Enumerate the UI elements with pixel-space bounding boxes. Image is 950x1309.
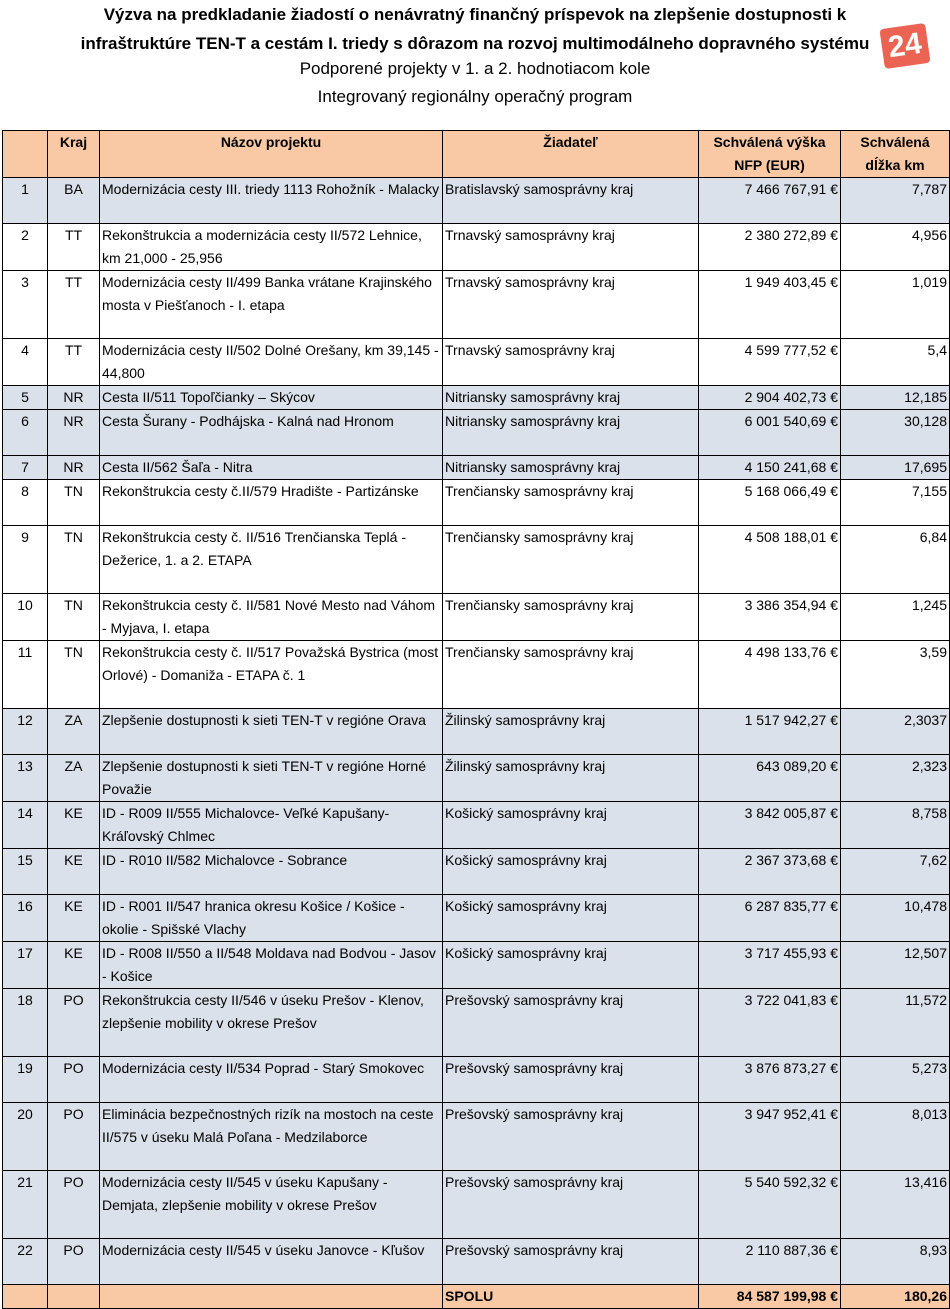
row-nazov: ID - R001 II/547 hranica okresu Košice / Košice - okolie - Spišské Vlachy (100, 895, 443, 942)
row-kraj: NR (48, 410, 100, 456)
row-ziadatel: Trnavský samosprávny kraj (443, 224, 699, 271)
total-label: SPOLU (443, 1285, 699, 1309)
row-nazov: ID - R009 II/555 Michalovce- Veľké Kapušany- Kráľovský Chlmec (100, 802, 443, 849)
total-empty-2 (48, 1285, 100, 1309)
table-row (3, 989, 950, 1057)
table-row (3, 895, 950, 942)
row-ziadatel: Žilinský samosprávny kraj (443, 755, 699, 802)
row-ziadatel: Nitriansky samosprávny kraj (443, 456, 699, 480)
row-kraj: TN (48, 480, 100, 526)
row-number: 10 (3, 594, 48, 641)
row-km: 5,4 (841, 339, 950, 386)
row-nfp: 7 466 767,91 € (699, 178, 841, 224)
total-empty-3 (100, 1285, 443, 1309)
row-number: 15 (3, 849, 48, 895)
row-ziadatel: Prešovský samosprávny kraj (443, 1103, 699, 1171)
row-km: 11,572 (841, 989, 950, 1057)
row-nfp: 3 722 041,83 € (699, 989, 841, 1057)
row-nfp: 4 498 133,76 € (699, 641, 841, 709)
table-row (3, 526, 950, 594)
table-row (3, 480, 950, 526)
row-km: 10,478 (841, 895, 950, 942)
row-number: 3 (3, 271, 48, 339)
row-nfp: 643 089,20 € (699, 755, 841, 802)
row-nfp: 6 001 540,69 € (699, 410, 841, 456)
row-nfp: 3 947 952,41 € (699, 1103, 841, 1171)
row-km: 4,956 (841, 224, 950, 271)
row-kraj: TN (48, 641, 100, 709)
table-row (3, 802, 950, 849)
row-kraj: KE (48, 895, 100, 942)
row-ziadatel: Bratislavský samosprávny kraj (443, 178, 699, 224)
row-nfp: 6 287 835,77 € (699, 895, 841, 942)
row-km: 6,84 (841, 526, 950, 594)
row-nfp: 3 876 873,27 € (699, 1057, 841, 1103)
row-ziadatel: Trenčiansky samosprávny kraj (443, 641, 699, 709)
row-km: 8,93 (841, 1239, 950, 1285)
row-number: 16 (3, 895, 48, 942)
row-nfp: 2 904 402,73 € (699, 386, 841, 410)
row-km: 12,507 (841, 942, 950, 989)
row-km: 1,019 (841, 271, 950, 339)
row-nfp: 4 508 188,01 € (699, 526, 841, 594)
row-ziadatel: Košický samosprávny kraj (443, 802, 699, 849)
row-ziadatel: Nitriansky samosprávny kraj (443, 386, 699, 410)
row-km: 8,758 (841, 802, 950, 849)
header-num (3, 131, 48, 178)
table-row (3, 410, 950, 456)
row-nazov: Cesta II/562 Šaľa - Nitra (100, 456, 443, 480)
row-ziadatel: Nitriansky samosprávny kraj (443, 410, 699, 456)
row-kraj: TT (48, 339, 100, 386)
row-ziadatel: Košický samosprávny kraj (443, 849, 699, 895)
row-nfp: 2 367 373,68 € (699, 849, 841, 895)
table-row (3, 709, 950, 755)
table-row (3, 942, 950, 989)
row-nazov: ID - R008 II/550 a II/548 Moldava nad Bodvou - Jasov - Košice (100, 942, 443, 989)
row-kraj: NR (48, 386, 100, 410)
row-nazov: Eliminácia bezpečnostných rizík na mostoch na ceste II/575 v úseku Malá Poľana - Medzilaborce (100, 1103, 443, 1171)
header-nazov: Názov projektu (100, 131, 443, 178)
row-ziadatel: Trnavský samosprávny kraj (443, 339, 699, 386)
title-line-1: Výzva na predkladanie žiadostí o nenávratný finančný príspevok na zlepšenie dostupnosti k (103, 5, 847, 24)
row-kraj: PO (48, 989, 100, 1057)
total-km: 180,26 (841, 1285, 950, 1309)
row-number: 14 (3, 802, 48, 849)
row-number: 5 (3, 386, 48, 410)
row-number: 19 (3, 1057, 48, 1103)
table-row (3, 594, 950, 641)
row-number: 17 (3, 942, 48, 989)
row-nfp: 3 386 354,94 € (699, 594, 841, 641)
row-km: 2,3037 (841, 709, 950, 755)
row-km: 7,787 (841, 178, 950, 224)
row-nazov: Rekonštrukcia cesty č. II/517 Považská Bystrica (most Orlové) - Domaniža - ETAPA č. 1 (100, 641, 443, 709)
row-nazov: Rekonštrukcia cesty č.II/579 Hradište - Partizánske (100, 480, 443, 526)
site-logo: 24 (879, 23, 930, 69)
table-row (3, 641, 950, 709)
row-nfp: 1 517 942,27 € (699, 709, 841, 755)
row-nfp: 3 842 005,87 € (699, 802, 841, 849)
row-kraj: KE (48, 849, 100, 895)
row-kraj: KE (48, 802, 100, 849)
header-km: Schválená dĺžka km (841, 131, 950, 178)
row-km: 3,59 (841, 641, 950, 709)
row-kraj: ZA (48, 755, 100, 802)
table-row (3, 1057, 950, 1103)
row-kraj: PO (48, 1103, 100, 1171)
row-km: 30,128 (841, 410, 950, 456)
total-empty-1 (3, 1285, 48, 1309)
row-nazov: Modernizácia cesty II/545 v úseku Kapušany - Demjata, zlepšenie mobility v okrese Prešov (100, 1171, 443, 1239)
row-kraj: PO (48, 1239, 100, 1285)
row-number: 9 (3, 526, 48, 594)
row-nfp: 2 380 272,89 € (699, 224, 841, 271)
row-km: 13,416 (841, 1171, 950, 1239)
total-row (3, 1285, 950, 1309)
row-number: 1 (3, 178, 48, 224)
total-nfp: 84 587 199,98 € (699, 1285, 841, 1309)
subtitle-program: Integrovaný regionálny operačný program (317, 87, 633, 106)
row-kraj: NR (48, 456, 100, 480)
row-km: 7,155 (841, 480, 950, 526)
row-kraj: PO (48, 1057, 100, 1103)
table-header-row (3, 131, 950, 178)
row-nazov: Cesta II/511 Topoľčianky – Skýcov (100, 386, 443, 410)
row-ziadatel: Košický samosprávny kraj (443, 895, 699, 942)
row-ziadatel: Prešovský samosprávny kraj (443, 989, 699, 1057)
row-nfp: 5 168 066,49 € (699, 480, 841, 526)
row-kraj: PO (48, 1171, 100, 1239)
table-row (3, 1239, 950, 1285)
row-kraj: KE (48, 942, 100, 989)
row-number: 21 (3, 1171, 48, 1239)
row-number: 18 (3, 989, 48, 1057)
row-nazov: Rekonštrukcia cesty č. II/581 Nové Mesto nad Váhom - Myjava, I. etapa (100, 594, 443, 641)
row-ziadatel: Prešovský samosprávny kraj (443, 1171, 699, 1239)
row-kraj: TN (48, 594, 100, 641)
row-ziadatel: Trenčiansky samosprávny kraj (443, 526, 699, 594)
row-km: 12,185 (841, 386, 950, 410)
row-km: 17,695 (841, 456, 950, 480)
row-nfp: 4 599 777,52 € (699, 339, 841, 386)
row-ziadatel: Trenčiansky samosprávny kraj (443, 480, 699, 526)
row-ziadatel: Trenčiansky samosprávny kraj (443, 594, 699, 641)
projects-table (2, 130, 950, 1309)
row-kraj: ZA (48, 709, 100, 755)
table-row (3, 1171, 950, 1239)
row-km: 2,323 (841, 755, 950, 802)
row-nfp: 1 949 403,45 € (699, 271, 841, 339)
row-number: 22 (3, 1239, 48, 1285)
row-ziadatel: Žilinský samosprávny kraj (443, 709, 699, 755)
row-nazov: Zlepšenie dostupnosti k sieti TEN-T v regióne Orava (100, 709, 443, 755)
row-number: 12 (3, 709, 48, 755)
row-nfp: 5 540 592,32 € (699, 1171, 841, 1239)
row-nazov: Cesta Šurany - Podhájska - Kalná nad Hronom (100, 410, 443, 456)
table-row (3, 271, 950, 339)
row-kraj: TT (48, 271, 100, 339)
row-kraj: TN (48, 526, 100, 594)
row-nazov: Modernizácia cesty II/545 v úseku Janovce - Kľušov (100, 1239, 443, 1285)
row-ziadatel: Prešovský samosprávny kraj (443, 1239, 699, 1285)
table-row (3, 1103, 950, 1171)
row-nazov: Modernizácia cesty II/502 Dolné Orešany, km 39,145 - 44,800 (100, 339, 443, 386)
subtitle-rounds: Podporené projekty v 1. a 2. hodnotiacom kole (299, 59, 651, 78)
table-row (3, 456, 950, 480)
header-ziadatel: Žiadateľ (443, 131, 699, 178)
row-nazov: Zlepšenie dostupnosti k sieti TEN-T v regióne Horné Považie (100, 755, 443, 802)
row-km: 7,62 (841, 849, 950, 895)
row-nazov: Modernizácia cesty II/499 Banka vrátane Krajinského mosta v Piešťanoch - I. etapa (100, 271, 443, 339)
row-number: 8 (3, 480, 48, 526)
table-row (3, 755, 950, 802)
row-nazov: ID - R010 II/582 Michalovce - Sobrance (100, 849, 443, 895)
row-ziadatel: Trnavský samosprávny kraj (443, 271, 699, 339)
row-number: 13 (3, 755, 48, 802)
row-nazov: Modernizácia cesty II/534 Poprad - Starý Smokovec (100, 1057, 443, 1103)
table-row (3, 224, 950, 271)
row-number: 7 (3, 456, 48, 480)
row-nfp: 2 110 887,36 € (699, 1239, 841, 1285)
table-row (3, 386, 950, 410)
table-row (3, 849, 950, 895)
table-row (3, 339, 950, 386)
row-nfp: 3 717 455,93 € (699, 942, 841, 989)
row-number: 11 (3, 641, 48, 709)
row-nazov: Rekonštrukcia cesty č. II/516 Trenčianska Teplá - Dežerice, 1. a 2. ETAPA (100, 526, 443, 594)
row-nazov: Rekonštrukcia cesty II/546 v úseku Prešov - Klenov, zlepšenie mobility v okrese Prešov (100, 989, 443, 1057)
row-kraj: TT (48, 224, 100, 271)
row-ziadatel: Prešovský samosprávny kraj (443, 1057, 699, 1103)
row-number: 2 (3, 224, 48, 271)
row-nazov: Rekonštrukcia a modernizácia cesty II/572 Lehnice, km 21,000 - 25,956 (100, 224, 443, 271)
row-number: 20 (3, 1103, 48, 1171)
title-line-2: infraštruktúre TEN-T a cestám I. triedy s dôrazom na rozvoj multimodálneho dopravného systému (80, 34, 870, 53)
header-nfp: Schválená výška NFP (EUR) (699, 131, 841, 178)
row-km: 5,273 (841, 1057, 950, 1103)
row-nazov: Modernizácia cesty III. triedy 1113 Rohožník - Malacky (100, 178, 443, 224)
header-kraj: Kraj (48, 131, 100, 178)
table-body (3, 178, 950, 1309)
row-nfp: 4 150 241,68 € (699, 456, 841, 480)
row-km: 1,245 (841, 594, 950, 641)
row-ziadatel: Košický samosprávny kraj (443, 942, 699, 989)
row-number: 4 (3, 339, 48, 386)
table-row (3, 178, 950, 224)
row-kraj: BA (48, 178, 100, 224)
row-km: 8,013 (841, 1103, 950, 1171)
row-number: 6 (3, 410, 48, 456)
